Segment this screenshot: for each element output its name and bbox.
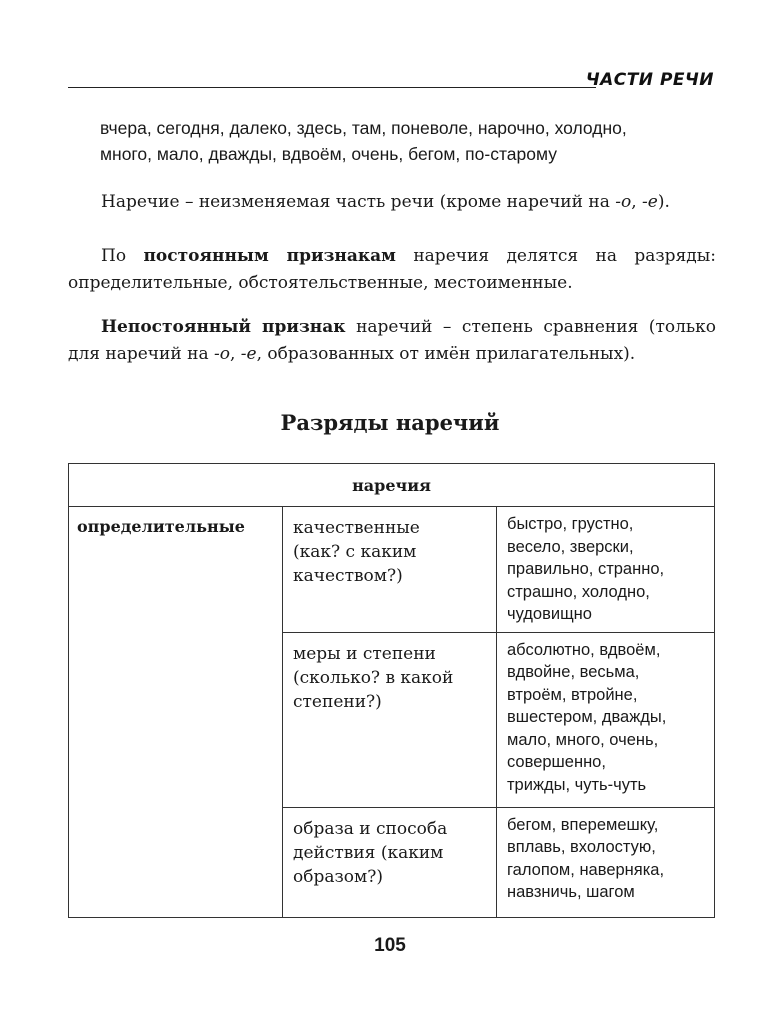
adverb-categories-table xyxy=(68,463,715,918)
table-row xyxy=(69,507,715,633)
suffix-e: -е xyxy=(642,192,658,212)
example-line-1: вчера, сегодня, далеко, здесь, там, поневоле, нарочно, холодно, xyxy=(100,118,627,138)
table-header: наречия xyxy=(69,464,715,507)
constant-features-term: постоянным признакам xyxy=(143,246,396,266)
suffix-o: -о xyxy=(615,192,632,212)
variable-end: , образованных от имён прилагательных). xyxy=(256,344,636,364)
table-header-row xyxy=(69,464,715,507)
example-adverbs xyxy=(100,115,715,167)
subtype-line: образом?) xyxy=(293,866,383,887)
example-line: быстро, грустно, xyxy=(507,515,634,533)
example-line: абсолютно, вдвоём, xyxy=(507,640,661,659)
subtype-line: меры и степени xyxy=(293,643,436,664)
definition-text: Наречие – неизменяемая часть речи (кроме наречий на xyxy=(101,192,616,212)
constant-rest: наречия делятся на разряды: определительные, обстоятельственные, местоименные. xyxy=(68,246,717,293)
subtype-cell xyxy=(283,807,497,917)
suffix-e-2: -е xyxy=(240,344,257,364)
example-line: бегом, вперемешку, xyxy=(507,815,659,834)
example-line: галопом, наверняка, xyxy=(507,860,665,879)
running-header xyxy=(68,66,714,90)
example-line: навзничь, шагом xyxy=(507,883,635,901)
example-line: трижды, чуть-чуть xyxy=(507,775,647,794)
separator-2: , xyxy=(229,344,241,364)
header-title: ЧАСТИ РЕЧИ xyxy=(585,70,714,90)
example-line-2: много, мало, дважды, вдвоём, очень, бегом, по-старому xyxy=(100,144,557,164)
example-line: правильно, странно, xyxy=(507,560,665,578)
subtype-line: (сколько? в какой xyxy=(293,667,454,688)
subtype-line: (как? с каким xyxy=(293,542,417,562)
subtype-line: действия (каким xyxy=(293,842,444,863)
variable-feature-term: Непостоянный признак xyxy=(101,317,346,337)
example-line: вплавь, вхолостую, xyxy=(507,838,656,856)
header-rule xyxy=(68,87,596,88)
page-number: 105 xyxy=(374,935,406,956)
constant-start: По xyxy=(101,246,144,266)
example-line: весело, зверски, xyxy=(507,537,634,556)
variable-text: наречий – степень сравнения (только для наречий на xyxy=(68,317,716,364)
example-line: вдвойне, весьма, xyxy=(507,663,640,681)
examples-cell xyxy=(497,632,715,807)
suffix-o-2: -о xyxy=(213,344,230,364)
variable-feature-paragraph xyxy=(68,314,716,368)
separator: , xyxy=(631,192,643,212)
category-cell: определительные xyxy=(69,507,283,918)
example-line: втроём, втройне, xyxy=(507,685,638,704)
subtype-cell xyxy=(283,632,497,807)
example-line: страшно, холодно, xyxy=(507,582,650,601)
definition-paragraph xyxy=(68,189,716,216)
section-title: Разряды наречий xyxy=(280,410,500,435)
examples-cell xyxy=(497,507,715,633)
subtype-line: качественные xyxy=(293,518,420,538)
example-line: мало, много, очень, xyxy=(507,730,659,749)
subtype-cell xyxy=(283,507,497,633)
example-line: чудовищно xyxy=(507,605,592,623)
example-line: вшестером, дважды, xyxy=(507,708,667,726)
subtype-line: степени?) xyxy=(293,691,382,712)
definition-end: ). xyxy=(657,192,670,212)
constant-features-paragraph xyxy=(68,243,716,297)
subtype-line: качеством?) xyxy=(293,566,403,586)
subtype-line: образа и способа xyxy=(293,818,448,839)
example-line: совершенно, xyxy=(507,753,606,771)
examples-cell xyxy=(497,807,715,917)
